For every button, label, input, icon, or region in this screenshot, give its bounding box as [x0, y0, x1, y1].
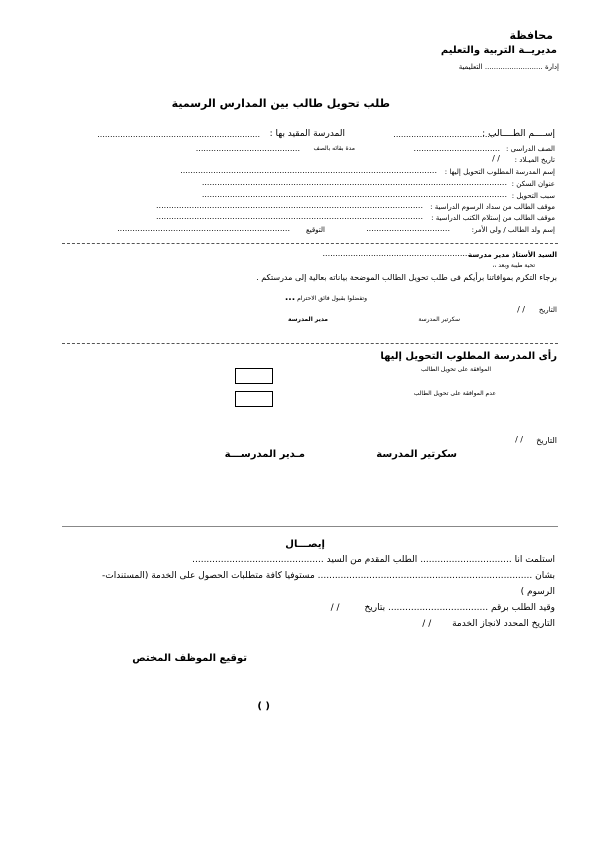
approve-checkbox[interactable] [235, 368, 273, 384]
closing-label: وتفضلوا بقبول فائق الاحترام [297, 295, 367, 302]
letter-principal-label: مدير المدرسة [287, 316, 328, 323]
transfer-reason-label: سبب التحويل : [511, 192, 555, 200]
fees-status-field[interactable]: ......................................................................................................... [155, 201, 423, 210]
receipt-line-2 [102, 572, 555, 581]
birthdate-label: تاريخ الميـلاد : [514, 156, 555, 164]
opinion-secretary-label: سكرتير المدرسة [376, 449, 457, 460]
request-date-field[interactable]: / / [330, 603, 340, 613]
addressee-field[interactable]: .......................................................... [322, 249, 470, 258]
address-label: عنوان السكن : [511, 180, 555, 188]
grade-duration-field[interactable]: ......................................... [195, 144, 300, 153]
books-status-label: موقف الطالب من إستلام الكتب الدراسية : [431, 214, 555, 222]
deadline-label: التاريخ المحدد لانجاز الخدمة [452, 619, 555, 629]
section-divider-3 [62, 526, 558, 527]
subject-field[interactable]: ........................................................................... [317, 571, 533, 581]
addressee-label: السيد الأستاذ مدير مدرسة [468, 251, 557, 259]
letter-date-field[interactable]: / / [517, 305, 525, 314]
receipt-line-4 [331, 604, 555, 613]
deadline-field[interactable]: / / [422, 619, 432, 629]
employee-signature-label: توقيع الموظف المختص [132, 653, 247, 664]
student-name-field[interactable]: ........................................ [393, 130, 495, 139]
received-by-field[interactable]: ................................ [420, 555, 512, 565]
address-field[interactable]: ........................................................................................................................ [201, 178, 507, 187]
books-status-field[interactable]: ......................................................................................................... [155, 212, 423, 221]
target-school-field[interactable]: ..................................................................................................... [180, 166, 437, 175]
guardian-signature-field[interactable]: .................................................................... [117, 224, 290, 233]
opinion-heading: رأى المدرسة المطلوب التحويل إليها [380, 351, 557, 362]
request-date-label: بتاريخ [364, 603, 386, 613]
section-divider-1 [62, 243, 558, 244]
closing-text [285, 294, 367, 303]
closing-dots: ... [284, 293, 296, 303]
employee-signature-field[interactable]: ( ) [257, 701, 270, 712]
grade-duration-label: مدة بقائه بالصف [313, 145, 355, 152]
form-title: طلب تحويل طالب بين المدارس الرسمية [171, 97, 390, 110]
admin-dots: .......................... [484, 63, 543, 71]
grade-label: الصف الدراسى : [506, 145, 555, 153]
request-number-field[interactable]: ................................... [387, 603, 489, 613]
receipt-line-1 [192, 556, 555, 565]
guardian-label: إسم ولد الطالب / ولى الأمر: [471, 226, 555, 234]
admin-suffix: التعليمية [458, 63, 483, 71]
administration-line [459, 64, 559, 71]
directorate-label: مديريــة التربية والتعليم [440, 45, 557, 56]
student-name-label: إســــم الطــــالب : [482, 129, 555, 139]
transfer-reason-field[interactable]: ........................................................................................................................ [201, 190, 507, 199]
grade-field[interactable]: .................................. [413, 144, 500, 153]
requirements-text: مستوفيا كافة متطلبات الحصول على الخدمة (المستندات- [101, 571, 315, 581]
birthdate-field[interactable]: / / [492, 154, 500, 163]
received-by-label: استلمت انا [514, 555, 555, 565]
opinion-principal-label: مـدير المدرســـة [224, 449, 305, 460]
reject-label: عدم الموافقة على تحويل الطالب [413, 390, 496, 397]
current-school-label: المدرسة المقيد بها : [269, 129, 345, 139]
letter-date-label: التاريخ [538, 306, 557, 314]
admin-label: إدارة [544, 63, 559, 71]
receipt-line-3: الرسوم ) [520, 587, 555, 597]
applicant-field[interactable]: .............................................. [192, 555, 324, 565]
reject-checkbox[interactable] [235, 391, 273, 407]
letter-body: برجاء التكرم بموافاتنا برأيكم فى طلب تحويل الطالب الموضحة بياناته بعالية إلى مدرستكم . [256, 273, 557, 282]
receipt-line-5 [422, 620, 555, 629]
guardian-field[interactable]: ................................. [366, 224, 450, 233]
receipt-heading: إيصـــال [285, 539, 325, 550]
governorate-label: محافظة [509, 29, 553, 42]
greeting-text: تحية طيبة وبعد ،، [492, 262, 535, 269]
section-divider-2 [62, 343, 558, 344]
opinion-date-field[interactable]: / / [515, 435, 523, 444]
fees-status-label: موقف الطالب من سداد الرسوم الدراسية : [430, 203, 555, 211]
letter-secretary-label: سكرتير المدرسة [418, 316, 460, 323]
current-school-field[interactable]: ................................................................ [97, 130, 260, 139]
target-school-label: إسم المدرسة المطلوب التحويل إليها : [444, 168, 555, 176]
applicant-label: الطلب المقدم من السيد [326, 555, 418, 565]
guardian-signature-label: التوقيع [306, 226, 325, 234]
subject-label: بشان [535, 571, 555, 581]
opinion-date-label: التاريخ [536, 436, 557, 445]
request-number-label: وقيد الطلب برقم [490, 603, 555, 613]
approve-label: الموافقة على تحويل الطالب [421, 366, 491, 373]
